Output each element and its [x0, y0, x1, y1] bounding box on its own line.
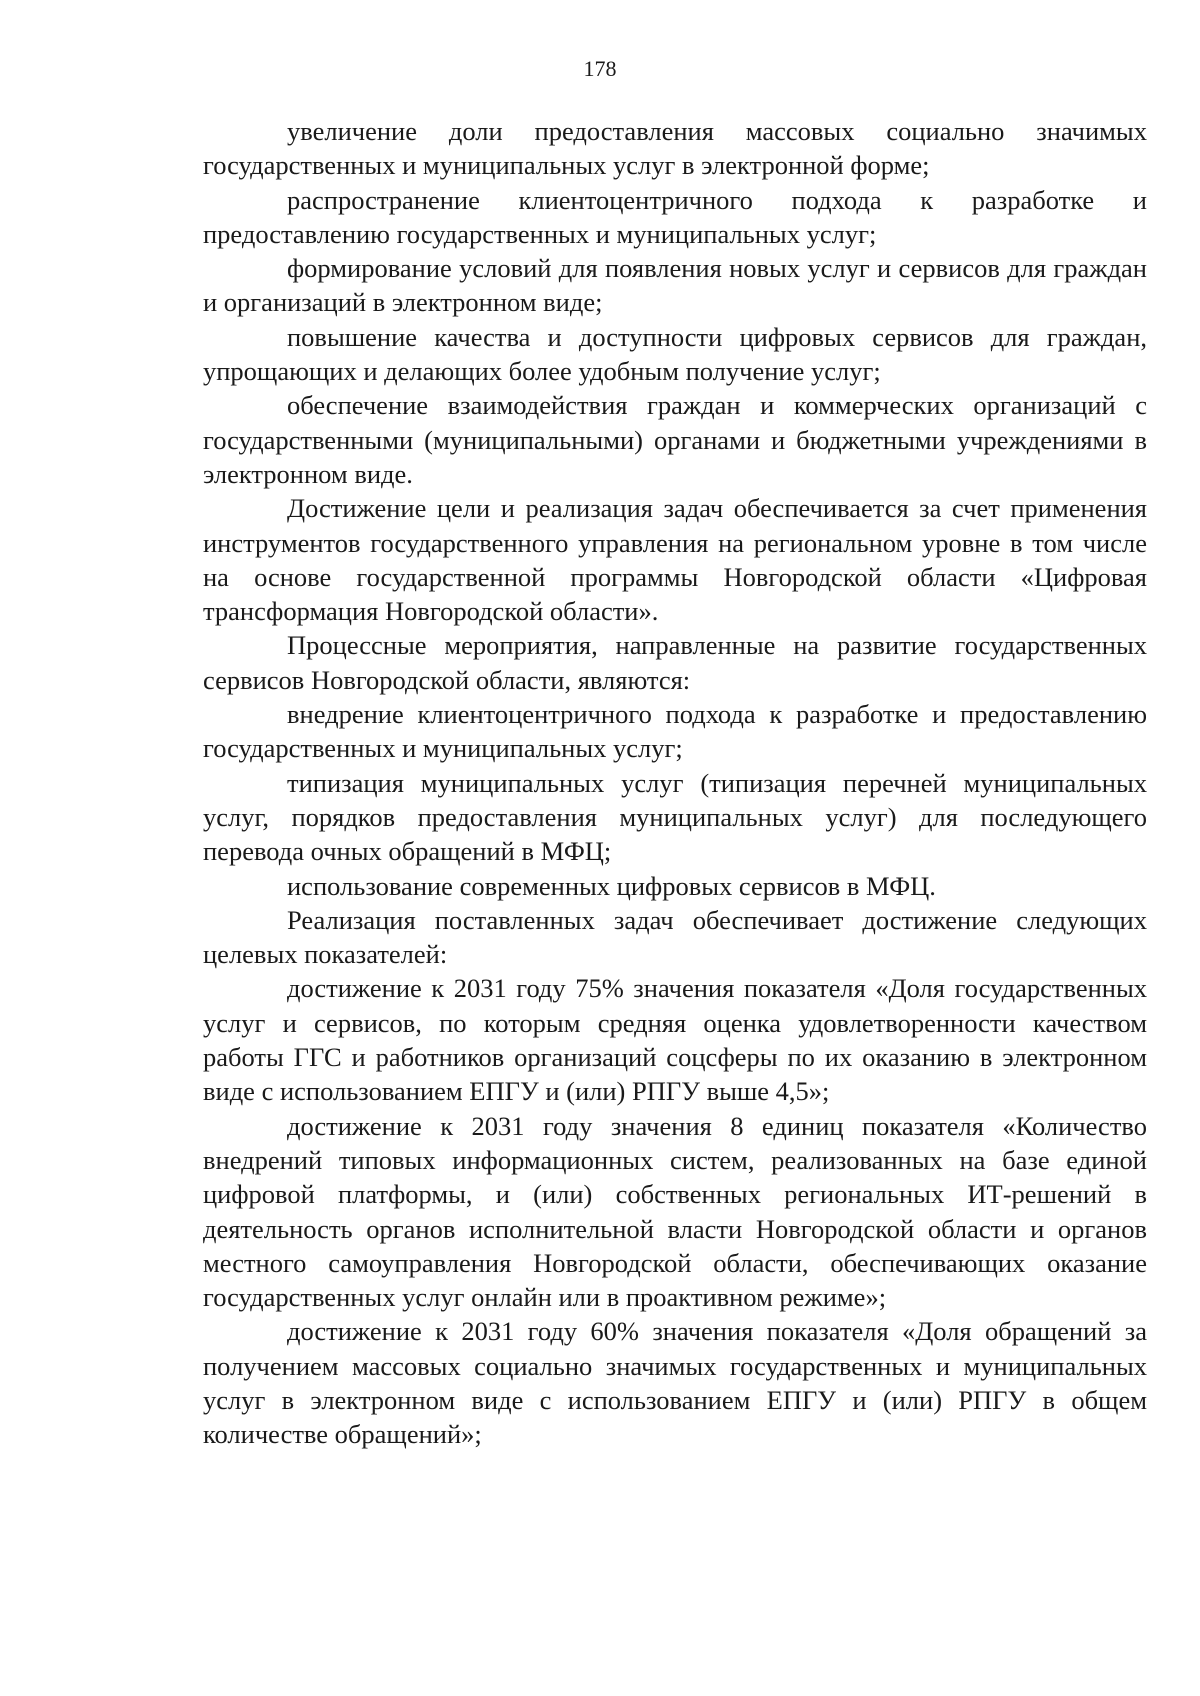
paragraph: внедрение клиентоцентричного подхода к разработке и предоставлению государственных и муниципальных услуг; — [203, 699, 1147, 764]
paragraph: увеличение доли предоставления массовых социально значимых государственных и муниципальных услуг в электронной форме; — [203, 116, 1147, 181]
paragraph: Процессные мероприятия, направленные на развитие государственных сервисов Новгородской области, являются: — [203, 630, 1147, 695]
paragraph: достижение к 2031 году 75% значения показателя «Доля государственных услуг и сервисов, по которым средняя оценка удовлетворенности качеством работы ГГС и работников организаций соцсферы по их оказанию в электронном виде с использованием ЕПГУ и (или) РПГУ выше 4,5»; — [203, 973, 1147, 1107]
paragraph: Достижение цели и реализация задач обеспечивается за счет применения инструментов государственного управления на региональном уровне в том числе на основе государственной программы Новгородской области «Цифровая трансформация Новгородской области». — [203, 493, 1147, 627]
paragraph: Реализация поставленных задач обеспечивает достижение следующих целевых показателей: — [203, 904, 1147, 970]
paragraph: типизация муниципальных услуг (типизация перечней муниципальных услуг, порядков предоставления муниципальных услуг) для последующего перевода очных обращений в МФЦ; — [203, 767, 1147, 867]
page-number: 178 — [583, 56, 617, 81]
body-text — [203, 114, 1147, 1452]
paragraph: обеспечение взаимодействия граждан и коммерческих организаций с государственными (муниципальными) органами и бюджетными учреждениями в электронном виде. — [203, 390, 1147, 489]
paragraph: достижение к 2031 году 60% значения показателя «Доля обращений за получением массовых социально значимых государственных и муниципальных услуг в электронном виде с использованием ЕПГУ и (или) РПГУ в общем количестве обращений»; — [203, 1316, 1147, 1450]
paragraph: формирование условий для появления новых услуг и сервисов для граждан и организаций в электронном виде; — [203, 253, 1147, 318]
paragraph: достижение к 2031 году значения 8 единиц показателя «Количество внедрений типовых информационных систем, реализованных на базе единой цифровой платформы, и (или) собственных региональных ИТ-решений в деятельность органов исполнительной власти Новгородской области и органов местного самоуправления Новгородской области, обеспечивающих оказание государственных услуг онлайн или в проактивном режиме»; — [203, 1110, 1147, 1313]
paragraph: повышение качества и доступности цифровых сервисов для граждан, упрощающих и делающих более удобным получение услуг; — [203, 321, 1147, 387]
paragraph: использование современных цифровых сервисов в МФЦ. — [287, 870, 936, 901]
paragraph: распространение клиентоцентричного подхода к разработке и предоставлению государственных и муниципальных услуг; — [203, 184, 1147, 249]
